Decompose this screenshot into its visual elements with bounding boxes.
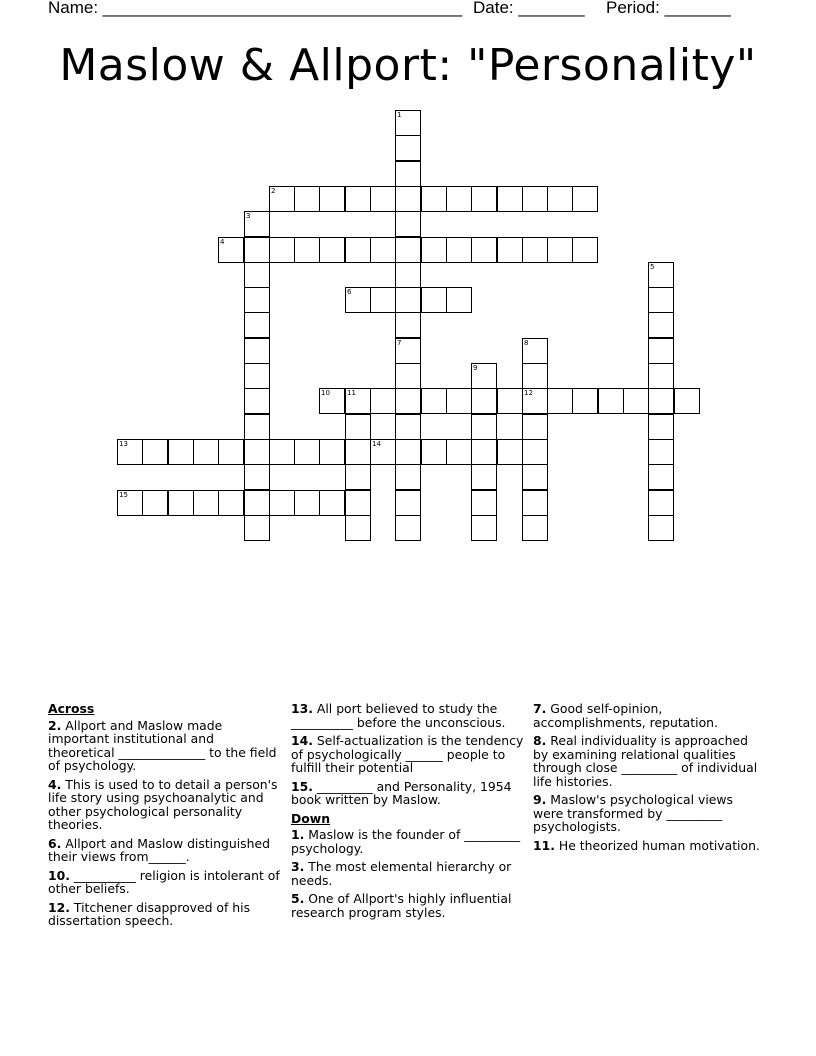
crossword-cell[interactable] <box>395 388 421 414</box>
cell-number: 10 <box>321 389 330 397</box>
crossword-cell[interactable] <box>168 490 194 516</box>
crossword-cell[interactable] <box>244 388 270 414</box>
crossword-cell[interactable] <box>522 186 548 212</box>
clue-text: Maslow's psychological views were transformed by _________ psychologists. <box>533 792 733 834</box>
crossword-cell[interactable] <box>370 186 396 212</box>
crossword-cell[interactable] <box>269 490 295 516</box>
clues-column-3 <box>533 702 765 857</box>
clue-text: This is used to to detail a person's life story using psychoanalytic and other psychological personality theories. <box>48 776 278 832</box>
col3-list <box>533 702 765 852</box>
crossword-cell[interactable] <box>522 439 548 465</box>
crossword-cell[interactable] <box>547 237 573 263</box>
crossword-cell[interactable] <box>244 262 270 288</box>
col2-across-list <box>291 702 527 807</box>
crossword-cell[interactable] <box>395 135 421 161</box>
clue-number: 14. <box>291 733 313 748</box>
crossword-cell[interactable] <box>395 312 421 338</box>
crossword-cell[interactable] <box>471 515 497 541</box>
crossword-cell[interactable] <box>117 490 143 516</box>
crossword-cell[interactable] <box>471 464 497 490</box>
name-field[interactable]: Name: ______________________________________ <box>48 0 463 17</box>
crossword-cell[interactable] <box>117 439 143 465</box>
crossword-cell[interactable] <box>345 464 371 490</box>
clue-text: Good self-opinion, accomplishments, reputation. <box>533 701 718 730</box>
crossword-cell[interactable] <box>244 363 270 389</box>
cell-number: 12 <box>524 389 533 397</box>
clue-number: 13. <box>291 701 313 716</box>
col2-down-list <box>291 828 527 919</box>
crossword-cell[interactable] <box>471 439 497 465</box>
clue-item <box>291 828 527 855</box>
crossword-cell[interactable] <box>168 439 194 465</box>
clue-number: 5. <box>291 891 305 906</box>
crossword-cell[interactable] <box>547 388 573 414</box>
crossword-cell[interactable] <box>446 186 472 212</box>
crossword-cell[interactable] <box>370 388 396 414</box>
clue-item <box>533 793 765 834</box>
crossword-cell[interactable] <box>345 490 371 516</box>
clue-number: 9. <box>533 792 547 807</box>
clue-number: 2. <box>48 717 62 733</box>
crossword-cell[interactable] <box>648 338 674 364</box>
crossword-cell[interactable] <box>471 490 497 516</box>
crossword-cell[interactable] <box>370 237 396 263</box>
clue-text: One of Allport's highly influential research program styles. <box>291 891 512 920</box>
clue-text: _________ and Personality, 1954 book written by Maslow. <box>291 778 512 807</box>
crossword-cell[interactable] <box>522 414 548 440</box>
crossword-cell[interactable] <box>193 439 219 465</box>
crossword-cell[interactable] <box>522 464 548 490</box>
period-field[interactable]: Period: _______ <box>606 0 731 17</box>
clue-number: 10. <box>48 867 70 883</box>
cell-number: 6 <box>347 288 352 296</box>
crossword-cell[interactable] <box>345 439 371 465</box>
clue-item <box>291 892 527 919</box>
crossword-cell[interactable] <box>294 490 320 516</box>
crossword-cell[interactable] <box>319 388 345 414</box>
clue-number: 11. <box>533 837 555 853</box>
crossword-cell[interactable] <box>370 439 396 465</box>
crossword-cell[interactable] <box>522 237 548 263</box>
crossword-cell[interactable] <box>193 490 219 516</box>
crossword-cell[interactable] <box>395 186 421 212</box>
crossword-cell[interactable] <box>648 414 674 440</box>
crossword-cell[interactable] <box>218 490 244 516</box>
clue-text: Maslow is the founder of _________ psychology. <box>291 827 521 856</box>
crossword-cell[interactable] <box>395 237 421 263</box>
clue-item <box>48 837 284 864</box>
cell-number: 7 <box>397 339 402 347</box>
crossword-cell[interactable] <box>244 338 270 364</box>
crossword-cell[interactable] <box>218 237 244 263</box>
crossword-cell[interactable] <box>471 363 497 389</box>
clue-number: 3. <box>291 859 305 874</box>
cell-number: 15 <box>119 491 128 499</box>
crossword-cell[interactable] <box>244 211 270 237</box>
crossword-cell[interactable] <box>294 439 320 465</box>
crossword-cell[interactable] <box>648 515 674 541</box>
crossword-cell[interactable] <box>471 186 497 212</box>
crossword-cell[interactable] <box>421 388 447 414</box>
across-heading: Across <box>48 701 95 716</box>
crossword-cell[interactable] <box>244 490 270 516</box>
crossword-cell[interactable] <box>319 237 345 263</box>
clue-item <box>48 869 284 896</box>
clue-item <box>291 734 527 775</box>
crossword-cell[interactable] <box>395 211 421 237</box>
crossword-cell[interactable] <box>345 388 371 414</box>
clue-item <box>533 839 765 853</box>
cell-number: 5 <box>650 263 655 271</box>
crossword-cell[interactable] <box>497 388 523 414</box>
crossword-cell[interactable] <box>345 287 371 313</box>
crossword-cell[interactable] <box>522 490 548 516</box>
clue-item <box>48 778 284 832</box>
crossword-cell[interactable] <box>471 388 497 414</box>
date-field[interactable]: Date: _______ <box>473 0 585 17</box>
crossword-cell[interactable] <box>269 439 295 465</box>
crossword-cell[interactable] <box>345 237 371 263</box>
clue-text: He theorized human motivation. <box>554 837 760 853</box>
crossword-cell[interactable] <box>648 490 674 516</box>
clue-item <box>48 719 284 773</box>
crossword-cell[interactable] <box>395 464 421 490</box>
clue-text: Allport and Maslow distinguished their views from______. <box>48 835 270 864</box>
crossword-cell[interactable] <box>269 186 295 212</box>
crossword-cell[interactable] <box>446 237 472 263</box>
crossword-cell[interactable] <box>345 515 371 541</box>
cell-number: 4 <box>220 238 225 246</box>
cell-number: 2 <box>271 187 276 195</box>
crossword-cell[interactable] <box>522 363 548 389</box>
crossword-cell[interactable] <box>395 110 421 136</box>
crossword-cell[interactable] <box>244 515 270 541</box>
crossword-cell[interactable] <box>395 363 421 389</box>
clue-number: 7. <box>533 701 547 716</box>
crossword-cell[interactable] <box>648 363 674 389</box>
cell-number: 13 <box>119 440 128 448</box>
cell-number: 1 <box>397 111 402 119</box>
clue-item <box>48 901 284 928</box>
clue-number: 8. <box>533 733 547 748</box>
crossword-cell[interactable] <box>345 414 371 440</box>
clues-column-2 <box>291 702 527 924</box>
crossword-cell[interactable] <box>572 388 598 414</box>
crossword-cell[interactable] <box>446 287 472 313</box>
crossword-cell[interactable] <box>471 237 497 263</box>
clue-text: Self-actualization is the tendency of psychologically ______ people to fulfill their potential <box>291 733 524 775</box>
crossword-cell[interactable] <box>269 237 295 263</box>
clue-text: Titchener disapproved of his dissertation speech. <box>48 899 251 928</box>
crossword-cell[interactable] <box>471 414 497 440</box>
clue-number: 12. <box>48 899 70 915</box>
crossword-cell[interactable] <box>648 287 674 313</box>
clue-number: 15. <box>291 778 313 794</box>
crossword-cell[interactable] <box>142 490 168 516</box>
crossword-cell[interactable] <box>345 186 371 212</box>
clue-item <box>533 734 765 788</box>
crossword-cell[interactable] <box>572 186 598 212</box>
crossword-cell[interactable] <box>244 312 270 338</box>
cell-number: 14 <box>372 440 381 448</box>
clue-text: __________ religion is intolerant of other beliefs. <box>48 867 280 896</box>
crossword-cell[interactable] <box>648 262 674 288</box>
crossword-cell[interactable] <box>522 338 548 364</box>
crossword-cell[interactable] <box>294 186 320 212</box>
crossword-cell[interactable] <box>522 388 548 414</box>
crossword-cell[interactable] <box>395 287 421 313</box>
crossword-cell[interactable] <box>244 414 270 440</box>
crossword-cell[interactable] <box>446 439 472 465</box>
crossword-cell[interactable] <box>623 388 649 414</box>
crossword-cell[interactable] <box>547 186 573 212</box>
clue-item <box>291 860 527 887</box>
crossword-cell[interactable] <box>395 161 421 187</box>
crossword-cell[interactable] <box>648 388 674 414</box>
crossword-cell[interactable] <box>319 490 345 516</box>
clues-column-1 <box>48 702 284 933</box>
crossword-cell[interactable] <box>421 287 447 313</box>
crossword-cell[interactable] <box>572 237 598 263</box>
col1-list <box>48 719 284 928</box>
clue-number: 4. <box>48 776 62 792</box>
crossword-cell[interactable] <box>395 439 421 465</box>
crossword-cell[interactable] <box>244 287 270 313</box>
clue-item <box>533 702 765 729</box>
crossword-cell[interactable] <box>395 338 421 364</box>
crossword-cell[interactable] <box>395 490 421 516</box>
clue-text: The most elemental hierarchy or needs. <box>291 859 512 888</box>
crossword-cell[interactable] <box>497 237 523 263</box>
crossword-cell[interactable] <box>522 515 548 541</box>
cell-number: 3 <box>246 212 251 220</box>
crossword-cell[interactable] <box>370 287 396 313</box>
crossword-cell[interactable] <box>142 439 168 465</box>
crossword-cell[interactable] <box>395 414 421 440</box>
crossword-cell[interactable] <box>244 464 270 490</box>
clue-text: Real individuality is approached by examining relational qualities through close _________ of individual life histories. <box>533 733 758 789</box>
crossword-cell[interactable] <box>395 262 421 288</box>
crossword-cell[interactable] <box>648 464 674 490</box>
crossword-cell[interactable] <box>648 439 674 465</box>
clue-text: Allport and Maslow made important institutional and theoretical ______________ to the field of psychology. <box>48 717 277 773</box>
crossword-cell[interactable] <box>294 237 320 263</box>
crossword-cell[interactable] <box>421 186 447 212</box>
cell-number: 8 <box>524 339 529 347</box>
crossword-cell[interactable] <box>446 388 472 414</box>
crossword-cell[interactable] <box>674 388 700 414</box>
clue-text: All port believed to study the __________ before the unconscious. <box>291 701 506 730</box>
crossword-cell[interactable] <box>421 237 447 263</box>
down-heading: Down <box>291 810 331 826</box>
crossword-cell[interactable] <box>421 439 447 465</box>
crossword-cell[interactable] <box>497 439 523 465</box>
crossword-cell[interactable] <box>598 388 624 414</box>
cell-number: 11 <box>347 389 356 397</box>
crossword-cell[interactable] <box>497 186 523 212</box>
clue-number: 6. <box>48 835 62 851</box>
crossword-cell[interactable] <box>648 312 674 338</box>
crossword-cell[interactable] <box>319 439 345 465</box>
clue-number: 1. <box>291 827 305 842</box>
cell-number: 9 <box>473 364 478 372</box>
crossword-cell[interactable] <box>319 186 345 212</box>
crossword-cell[interactable] <box>244 439 270 465</box>
crossword-cell[interactable] <box>244 237 270 263</box>
page-title: Maslow & Allport: "Personality" <box>59 40 757 91</box>
clue-item <box>291 702 527 729</box>
crossword-cell[interactable] <box>395 515 421 541</box>
clue-item <box>291 780 527 807</box>
crossword-cell[interactable] <box>218 439 244 465</box>
